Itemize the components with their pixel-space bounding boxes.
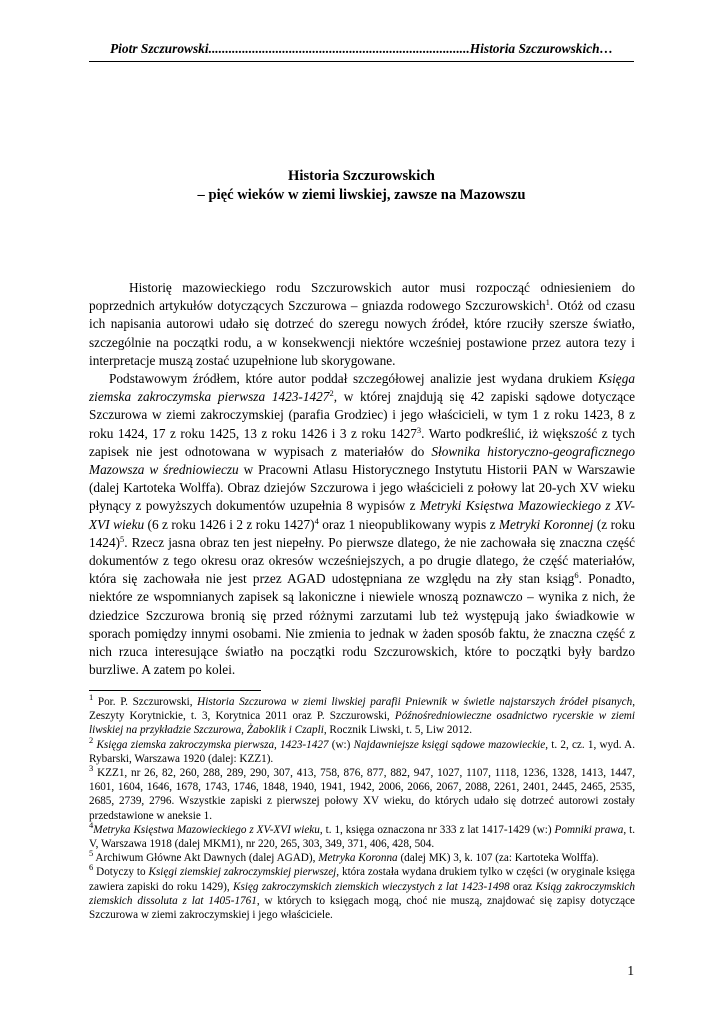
page-number: 1 xyxy=(627,963,634,978)
cited-title: Metryka Koronna xyxy=(318,852,398,865)
footnote-6 xyxy=(89,862,635,922)
footnote-ref-4[interactable]: 4 xyxy=(314,515,319,526)
book-title: Metryki Koronnej xyxy=(498,516,594,532)
text-run: Podstawowym źródłem, które autor poddał szczegółowej analizie jest wydana drukiem xyxy=(109,371,599,387)
footnote-2 xyxy=(89,734,635,766)
footnote-ref-1[interactable]: 1 xyxy=(545,297,550,308)
footnote-separator xyxy=(89,690,261,691)
document-title xyxy=(89,167,634,204)
text-run: . Otóż od czasu ich napisania autorowi udało się dotrzeć do szeregu nowych źródeł, które rzuciły szersze światło, szczególnie na początki rodu, a w konsekwencji niektóre wcześniej postawione przez autora tezy i interpretacje muszą zostać uzupełnione lub skorygowane. xyxy=(89,298,635,368)
text-run: . Rzecz jasna obraz ten jest niepełny. Po pierwsze dlatego, że nie zachowała się znaczna część dokumentów z tego okresu oraz okresów wcześniejszych, a po drugie dlatego, że część materiałów, która się zachowała nie jest przez AGAD udostępniana ze względu na zły stan ksiąg xyxy=(89,534,635,587)
book-title: Księga ziemska zakroczymska pierwsza 1423-1427 xyxy=(89,371,635,405)
book-title: Metryki Księstwa Mazowieckiego z XV-XVI wieku xyxy=(89,498,635,532)
text-run: (dalej MK) 3, k. 107 (za: Kartoteka Wolffa). xyxy=(397,852,599,865)
cited-title: Księga ziemska zakroczymska pierwsza, 1423-1427 xyxy=(96,738,329,751)
book-title: Słownika historyczno-geograficznego Mazowsza w średniowieczu xyxy=(89,443,635,478)
cited-title: Historia Szczurowa w ziemi liwskiej parafii Pniewnik w świetle najstarszych źródeł pisanych xyxy=(197,696,633,708)
footnote-ref-6[interactable]: 6 xyxy=(574,570,579,581)
footnote-ref-2[interactable]: 2 xyxy=(329,388,334,399)
cited-title: Ksiąg zakroczymskich ziemskich dissoluta z lat 1405-1761 xyxy=(89,880,635,907)
cited-title: Księg zakroczymskich ziemskich wieczystych z lat 1423-1498 xyxy=(233,880,510,893)
text-run: , Zeszyty Korytnickie, t. 3, Korytnica 2011 oraz P. Szczurowski, xyxy=(89,696,635,723)
text-run: (z roku 1424) xyxy=(89,516,635,550)
text-run: Archiwum Główne Akt Dawnych (dalej AGAD), xyxy=(93,852,319,865)
cited-title: Metryka Księstwa Mazowieckiego z XV-XVI wieku xyxy=(93,823,320,836)
text-run: , w których to księgach mogą, choć nie muszą, znajdować się zapisy dotyczące Szczurowa w ziemi zakroczymskiej i jego właściciele. xyxy=(89,894,635,922)
header-rule xyxy=(89,61,634,62)
footnote-4 xyxy=(89,819,635,851)
text-run: oraz xyxy=(509,880,536,893)
text-run: KZZ1, nr 26, 82, 260, 288, 289, 290, 307, 413, 758, 876, 877, 882, 947, 1027, 1107, 1118, 1236, 1328, 1413, 1447, 1601, 1604, 1646, 1678, 1743, 1746, 1848, 1940, 1941, 1942, 2006, 2066, 2067, 2088, 2261, 2401, 2445, 2465, 2535, 2685, 2739, 2796. Wszystkie zapiski z pierwszej połowy XV wieku, do których udało się dotrzeć autorowi zostały przedstawione w aneksie 1. xyxy=(89,767,635,822)
text-run: oraz 1 nieopublikowany wypis z xyxy=(318,516,499,532)
footnote-5 xyxy=(89,848,635,865)
text-run: t. 2, cz. 1, wyd. A. Rybarski, Warszawa 1920 (dalej: KZZ1). xyxy=(89,738,635,765)
paragraph-1 xyxy=(89,279,635,370)
text-run: (6 z roku 1426 i 2 z roku 1427) xyxy=(144,516,315,532)
footnote-ref-3[interactable]: 3 xyxy=(416,424,422,435)
cited-title: Pomniki prawa xyxy=(554,823,624,836)
text-run: , Rocznik Liwski, t. 5, Liw 2012. xyxy=(323,724,473,737)
footnote-number: 2 xyxy=(89,734,94,745)
text-run: Dotyczy to xyxy=(93,866,149,879)
text-run: . Warto podkreślić, iż większość z tych zapisek nie jest odnotowana w wypisach z materiałów do xyxy=(89,425,635,459)
text-run: , która została wydana drukiem tylko w części (w oryginale księga zawiera zapiski do roku 1429), xyxy=(89,866,635,893)
text-run: , t. V, Warszawa 1918 (dalej MKM1), nr 220, 265, 303, 349, 371, 406, 428, 504. xyxy=(89,823,635,851)
title-line-2: – pięć wieków w ziemi liwskiej, zawsze na Mazowszu xyxy=(197,186,526,203)
text-run: (w:) xyxy=(328,738,354,751)
title-line-1: Historia Szczurowskich xyxy=(288,168,435,184)
header-dots: .............................................................................. xyxy=(208,41,470,56)
text-run: , w której znajdują się 42 zapiski sądowe dotyczące Szczurowa w ziemi zakroczymskiej (parafia Grodziec) i jego właścicieli, w tym 1 z roku 1423, 8 z roku 1424, 17 z roku 1425, 13 z roku 1426 i 3 z roku 1427 xyxy=(89,389,635,441)
text-run: , t. 1, księga oznaczona nr 333 z lat 1417-1429 (w:) xyxy=(319,823,555,836)
footnote-number: 6 xyxy=(89,862,94,873)
cited-title: Najdawniejsze księgi sądowe mazowieckie, xyxy=(353,738,549,751)
text-run: w Pracowni Atlasu Historycznego Instytutu Historii PAN w Warszawie (dalej Kartoteka Wolffa). Obraz dziejów Szczurowa i jego właścicieli z połowy lat 20-ych XV wieku płynący z powyższych dokumentów uzupełnia 8 wypisów z xyxy=(89,462,635,514)
footnote-1 xyxy=(89,692,635,738)
body-text xyxy=(89,279,635,679)
footnote-3 xyxy=(89,763,635,823)
footnote-number: 4 xyxy=(89,819,94,830)
text-run: Por. P. Szczurowski, xyxy=(93,696,198,708)
paragraph-2 xyxy=(89,370,635,679)
footnote-number: 3 xyxy=(89,763,94,774)
footnotes xyxy=(89,692,635,922)
cited-title: Księgi ziemskiej zakroczymskiej pierwszej xyxy=(148,866,337,879)
footnote-ref-5[interactable]: 5 xyxy=(120,533,125,544)
running-header xyxy=(89,41,634,57)
footnote-number: 5 xyxy=(89,848,94,859)
cited-title: Późnośredniowieczne osadnictwo rycerskie w ziemi liwskiej na przykładzie Szczurowa, Żaboklik i Czapli xyxy=(89,710,635,737)
header-author: Piotr Szczurowski xyxy=(110,41,209,56)
text-run: Historię mazowieckiego rodu Szczurowskich autor musi rozpocząć odniesieniem do poprzednich artykułów dotyczących Szczurowa – gniazda rodowego Szczurowskich xyxy=(89,280,635,314)
header-series: Historia Szczurowskich… xyxy=(469,41,613,56)
text-run: . Ponadto, niektóre ze wspomnianych zapisek są lakoniczne i niewiele wnoszą poznawczo – wynika z nich, że dziedzice Szczurowa bronią się przed różnymi zarzutami lub też występują jako świadkowie w sporach pomiędzy innymi osobami. Nie zmienia to jednak w żaden sposób faktu, że znaczna część z nich rzuca interesujące światło na początki rodu Szczurowskich, które to początki były bardzo burzliwe. A zatem po kolei. xyxy=(89,571,635,678)
footnote-number: 1 xyxy=(89,692,94,702)
